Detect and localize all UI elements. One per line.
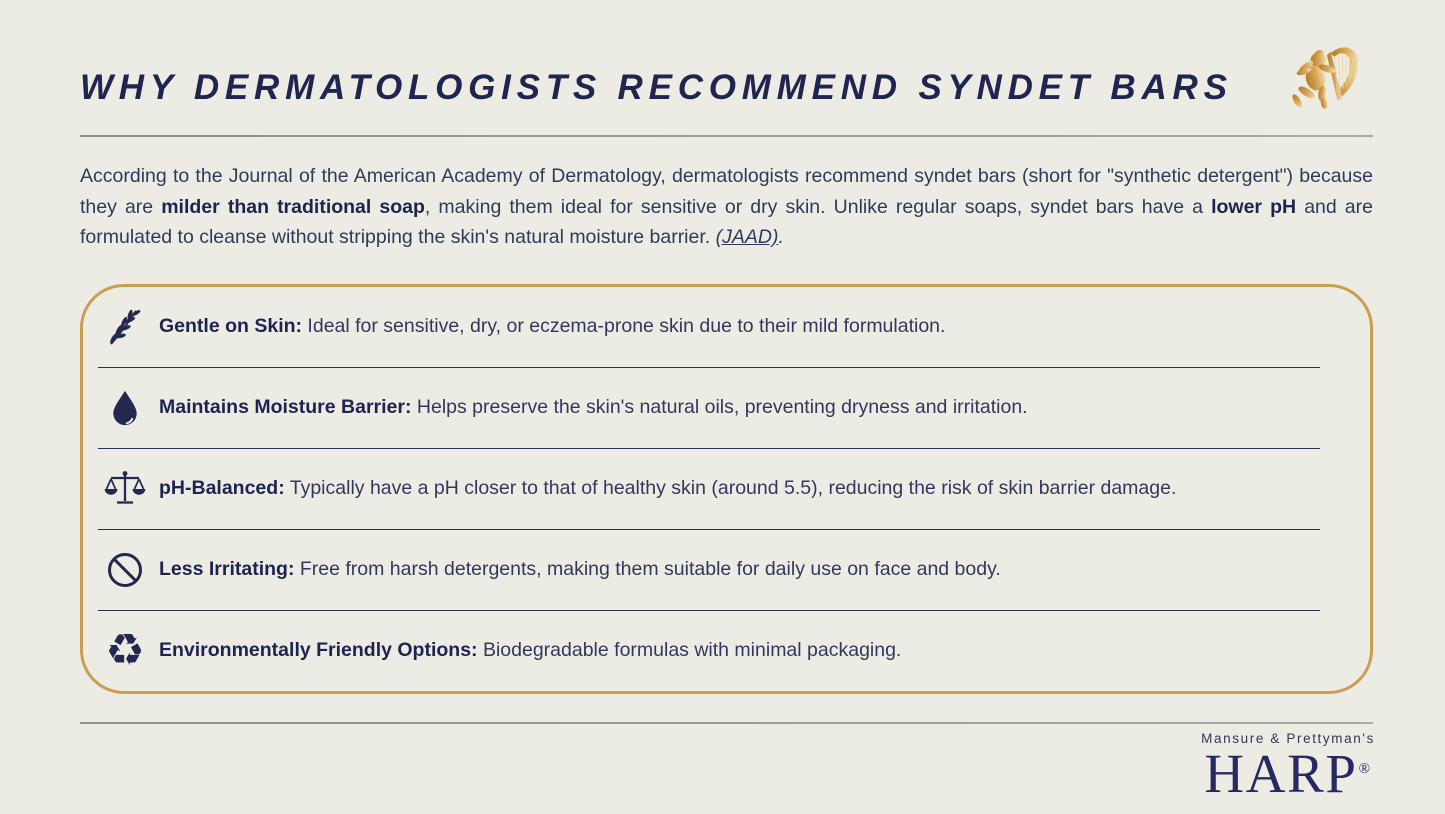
benefit-desc: Helps preserve the skin's natural oils, preventing dryness and irritation. [411, 396, 1028, 418]
benefits-box [80, 284, 1373, 694]
benefit-label: Less Irritating: [159, 558, 295, 580]
page-title: WHY DERMATOLOGISTS RECOMMEND SYNDET BARS [80, 68, 1233, 107]
benefit-row-gentle [83, 287, 1370, 367]
benefit-text [159, 558, 1001, 581]
header [80, 0, 1373, 108]
benefit-row-irritating [83, 530, 1370, 610]
intro-period: . [778, 226, 784, 248]
intro-text-1: According to the Journal of the American Academy of Dermatology, dermatologists recommend syndet bars (short for "synthetic detergent") because they are [80, 165, 1373, 218]
benefit-label: Environmentally Friendly Options: [159, 639, 478, 661]
benefit-desc: Free from harsh detergents, making them suitable for daily use on face and body. [294, 558, 1001, 580]
benefit-row-moisture [83, 368, 1370, 448]
laurel-branch-icon [103, 307, 147, 347]
brand-logo [1201, 731, 1375, 804]
water-drop-icon [103, 388, 147, 428]
intro-paragraph [80, 161, 1373, 253]
benefit-text [159, 396, 1028, 419]
brand-tagline: Mansure & Prettyman's [1201, 731, 1375, 746]
benefit-row-ph [83, 449, 1370, 529]
benefit-label: pH-Balanced: [159, 477, 285, 499]
benefit-text [159, 315, 945, 338]
registered-trademark-icon: ® [1358, 760, 1372, 777]
jaad-link[interactable]: (JAAD) [715, 226, 779, 248]
benefit-text [159, 639, 901, 662]
benefit-desc: Biodegradable formulas with minimal packaging. [477, 639, 902, 661]
recycle-glyph: ♻︎ [105, 624, 145, 676]
benefit-row-environment [83, 611, 1370, 691]
intro-text-2: , making them ideal for sensitive or dry skin. Unlike regular soaps, syndet bars have a [424, 195, 1212, 218]
intro-text-3: and are formulated to cleanse without stripping the skin's natural moisture barrier. [80, 195, 1373, 248]
balance-scale-icon [103, 469, 147, 509]
cherub-harp-icon [1283, 40, 1369, 126]
benefit-desc: Typically have a pH closer to that of healthy skin (around 5.5), reducing the risk of skin barrier damage. [284, 477, 1177, 499]
intro-bold-lower-ph: lower pH [1211, 195, 1297, 218]
benefit-desc: Ideal for sensitive, dry, or eczema-prone skin due to their mild formulation. [302, 315, 946, 337]
brand-name-text: HARP [1204, 743, 1358, 804]
title-divider [80, 135, 1373, 137]
brand-name [1201, 743, 1375, 804]
benefit-label: Gentle on Skin: [159, 315, 303, 337]
benefit-label: Maintains Moisture Barrier: [159, 396, 412, 418]
benefit-text [159, 477, 1176, 500]
intro-bold-milder-soap: milder than traditional soap [161, 195, 425, 218]
footer-divider [80, 722, 1373, 724]
recycle-icon [103, 624, 147, 676]
prohibition-icon [103, 550, 147, 590]
